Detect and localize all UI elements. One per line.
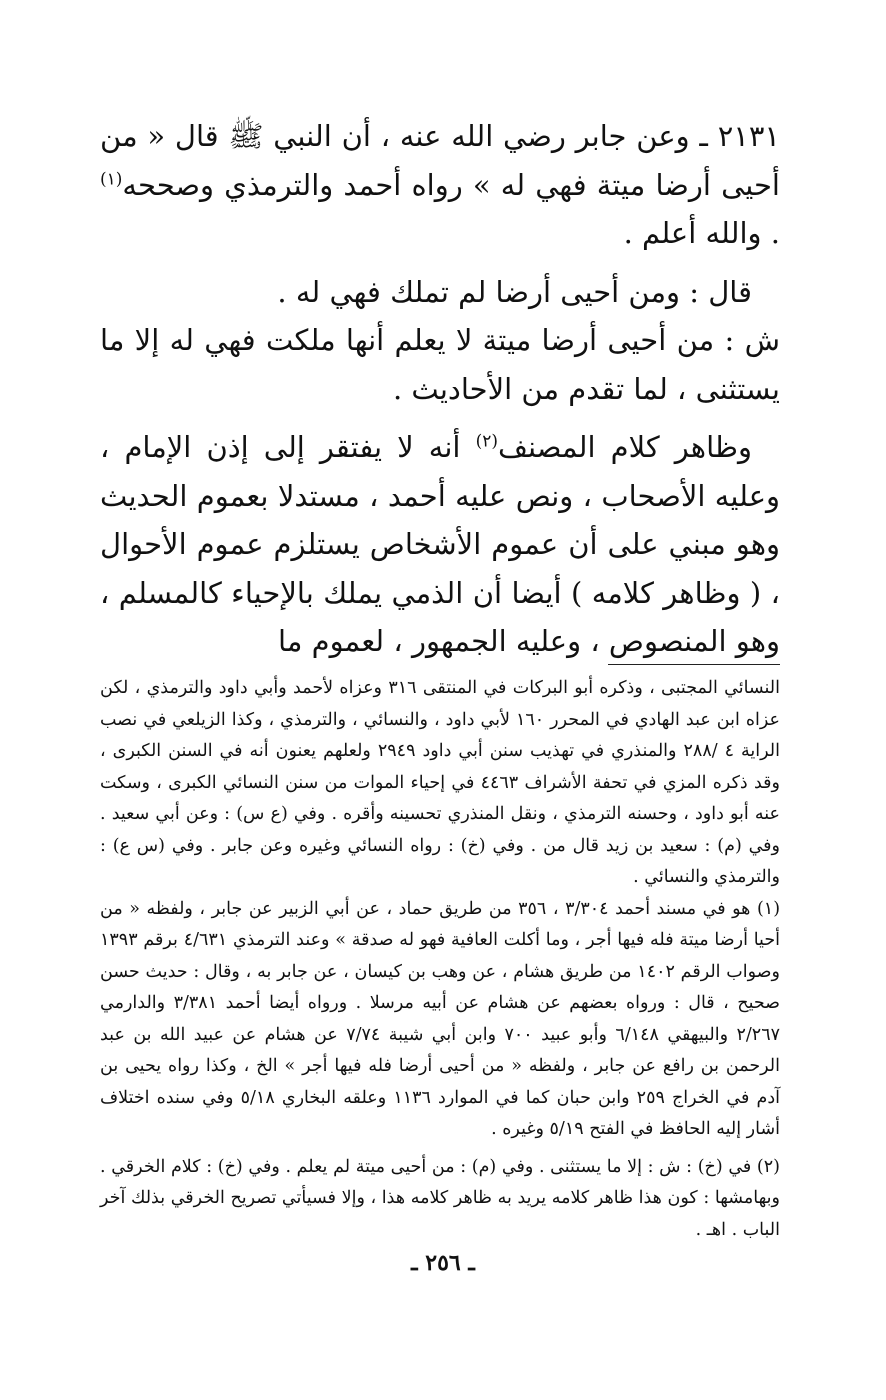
sharh-2-tail: أنه لا يفتقر إلى إذن الإمام ، وعليه الأصحاب ، ونص عليه أحمد ، مستدلا بعموم الحديث وهو مبني على أن عموم الأشخاص يستلزم عموم الأحوال ، ( وظاهر كلامه ) أيضا أن الذمي يملك بالإحياء كالمسلم ، وهو المنصوص ، وعليه الجمهور ، لعموم ما [100, 430, 780, 658]
sharh-paragraph-1: ش : من أحيى أرضا ميتة لا يعلم أنها ملكت فهي له إلا ما يستثنى ، لما تقدم من الأحاديث . [100, 323, 780, 406]
footnote-separator [608, 664, 780, 665]
matn-line: قال : ومن أحيى أرضا لم تملك فهي له . [277, 274, 752, 309]
hadith-tail: . والله أعلم . [623, 216, 780, 250]
hadith-text: ٢١٣١ ـ وعن جابر رضي الله عنه ، أن النبي ﷺ قال « من أحيى أرضا ميتة فهي له » رواه أحمد والترمذي وصححه [100, 119, 780, 202]
footnote-ref-2: (٢) [475, 431, 498, 452]
sharh-2-lead: وظاهر كلام المصنف [497, 430, 753, 464]
hadith-2131 [100, 112, 780, 258]
footnote-ref-1: (١) [100, 168, 123, 189]
footnote-1: (١) هو في مسند أحمد ٣/٣٠٤ ، ٣٥٦ من طريق حماد ، عن أبي الزبير عن جابر ، ولفظه « من أحيا أرضا ميتة فله فيها أجر ، وما أكلت العافية فهو له صدقة » وعند الترمذي ٤/٦٣١ برقم ١٣٩٣ وصواب الرقم ١٤٠٢ من طريق هشام ، عن وهب بن كيسان ، عن جابر به ، وقال : حديث حسن صحيح ، قال : ورواه بعضهم عن هشام عن أبيه مرسلا . ورواه أيضا أحمد ٣/٣٨١ والدارمي ٢/٢٦٧ والبيهقي ٦/١٤٨ وأبو عبيد ٧٠٠ وابن أبي شيبة ٧/٧٤ عن هشام عن عبيد الله بن عبد الرحمن بن رافع عن جابر ، ولفظه « من أحيى أرضا فله فيها أجر » الخ ، وكذا رواه يحيى بن آدم في الخراج ٢٥٩ وابن حبان كما في الموارد ١١٣٦ وعلقه البخاري ٥/١٨ وفي سنده اختلاف أشار إليه الحافظ في الفتح ٥/١٩ وغيره . [100, 898, 781, 1139]
footnote-2: (٢) في (خ) : ش : إلا ما يستثنى . وفي (م) : من أحيى ميتة لم يعلم . وفي (خ) : كلام الخرقي . وبهامشها : كون هذا ظاهر كلامه يريد به ظاهر كلامه هذا ، وإلا فسيأتي تصريح الخرقي بذلك آخر الباب . اهـ . [100, 1156, 780, 1240]
main-text [100, 112, 780, 666]
footnote-continuation: النسائي المجتبى ، وذكره أبو البركات في المنتقى ٣١٦ وعزاه لأحمد وأبي داود والترمذي ، لكن عزاه ابن عبد الهادي في المحرر ١٦٠ لأبي داود ، والنسائي ، والترمذي ، وكذا الزيلعي في نصب الراية ٤ /٢٨٨ والمنذري في تهذيب سنن أبي داود ٢٩٤٩ ولعلهم يعنون أنه في السنن الكبرى ، وقد ذكره المزي في تحفة الأشراف ٤٤٦٣ في إحياء الموات من سنن النسائي الكبرى ، وسكت عنه أبو داود ، وحسنه الترمذي ، ونقل المنذري تحسينه وأقره . وفي (ع س) : وعن أبي سعيد . وفي (م) : سعيد بن زيد قال من . وفي (خ) : رواه النسائي وغيره وعن جابر . وفي (س ع) : والترمذي والنسائي . [100, 678, 781, 887]
sharh-paragraph-2 [100, 423, 780, 666]
page-number: ـ ٢٥٦ ـ [411, 1250, 475, 1276]
footnotes [100, 673, 780, 1246]
